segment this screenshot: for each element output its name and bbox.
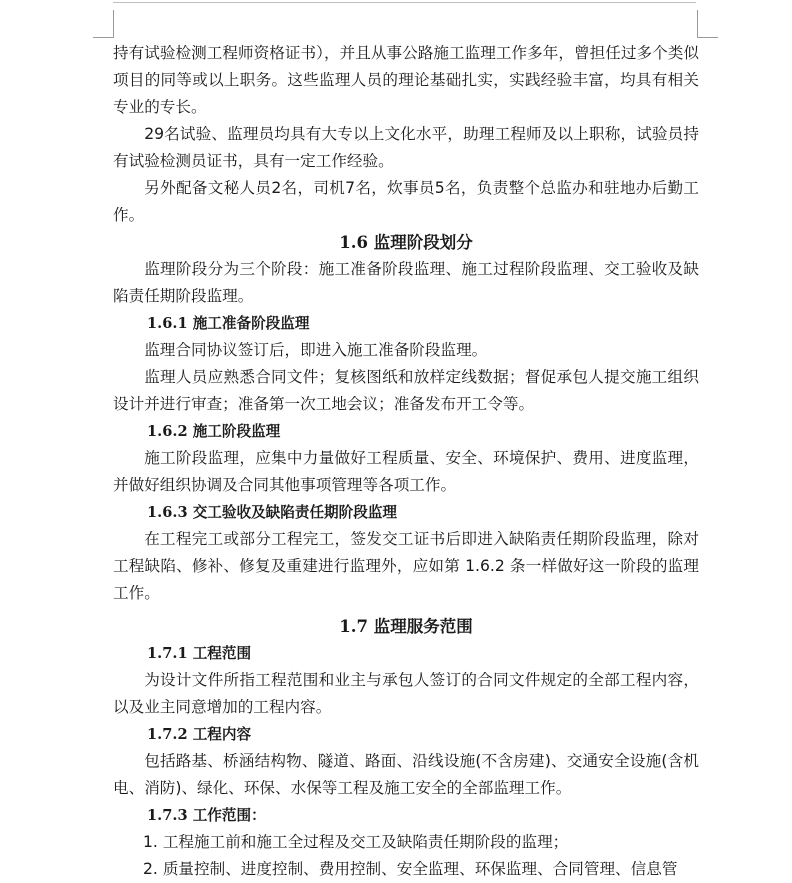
paragraph-qualifications: 持有试验检测工程师资格证书），并且从事公路施工监理工作多年，曾担任过多个类似项目的同等或以上职务。这些监理人员的理论基础扎实，实践经验丰富，均具有相关专业的专长。 — [113, 44, 699, 116]
margin-corner-mark-right — [697, 10, 718, 38]
paragraph-prep-1: 监理合同协议签订后，即进入施工准备阶段监理。 — [144, 341, 488, 359]
subsection-heading-1-6-1: 1.6.1 施工准备阶段监理 — [147, 315, 310, 332]
paragraph-project-scope: 为设计文件所指工程范围和业主与承包人签订的合同文件规定的全部工程内容，以及业主同意增加的工程内容。 — [113, 671, 699, 716]
subsection-heading-1-6-2: 1.6.2 施工阶段监理 — [147, 423, 281, 440]
paragraph-project-content: 包括路基、桥涵结构物、隧道、路面、沿线设施(不含房建)、交通安全设施(含机电、消防)、绿化、环保、水保等工程及施工安全的全部监理工作。 — [113, 752, 699, 797]
subsection-heading-1-7-2: 1.7.2 工程内容 — [147, 726, 252, 743]
list-item: 1. 工程施工前和施工全过程及交工及缺陷责任期阶段的监理； — [143, 833, 569, 851]
paragraph-acceptance: 在工程完工或部分工程完工，签发交工证书后即进入缺陷责任期阶段监理，除对工程缺陷、修补、修复及重建进行监理外，应如第 1.6.2 条一样做好这一阶段的监理工作。 — [113, 530, 699, 602]
header-rule — [113, 2, 696, 3]
paragraph-phase-intro: 监理阶段分为三个阶段：施工准备阶段监理、施工过程阶段监理、交工验收及缺陷责任期阶段监理。 — [113, 260, 699, 305]
section-heading-1-6: 1.6 监理阶段划分 — [339, 233, 473, 252]
paragraph-support-staff: 另外配备文秘人员2名，司机7名，炊事员5名，负责整个总监办和驻地办后勤工作。 — [113, 179, 699, 224]
subsection-heading-1-6-3: 1.6.3 交工验收及缺陷责任期阶段监理 — [147, 504, 398, 521]
paragraph-prep-2: 监理人员应熟悉合同文件；复核图纸和放样定线数据；督促承包人提交施工组织设计并进行审查；准备第一次工地会议；准备发布开工令等。 — [113, 368, 699, 413]
list-item: 2. 质量控制、进度控制、费用控制、安全监理、环保监理、合同管理、信息管 — [143, 860, 678, 878]
paragraph-inspectors: 29名试验、监理员均具有大专以上文化水平，助理工程师及以上职称，试验员持有试验检测员证书，具有一定工作经验。 — [113, 125, 699, 170]
margin-corner-mark-left — [93, 10, 114, 38]
subsection-heading-1-7-3: 1.7.3 工作范围： — [147, 807, 266, 824]
subsection-heading-1-7-1: 1.7.1 工程范围 — [147, 645, 252, 662]
paragraph-construction: 施工阶段监理，应集中力量做好工程质量、安全、环境保护、费用、进度监理，并做好组织协调及合同其他事项管理等各项工作。 — [113, 449, 699, 494]
section-heading-1-7: 1.7 监理服务范围 — [339, 617, 473, 636]
document-body — [113, 40, 699, 883]
